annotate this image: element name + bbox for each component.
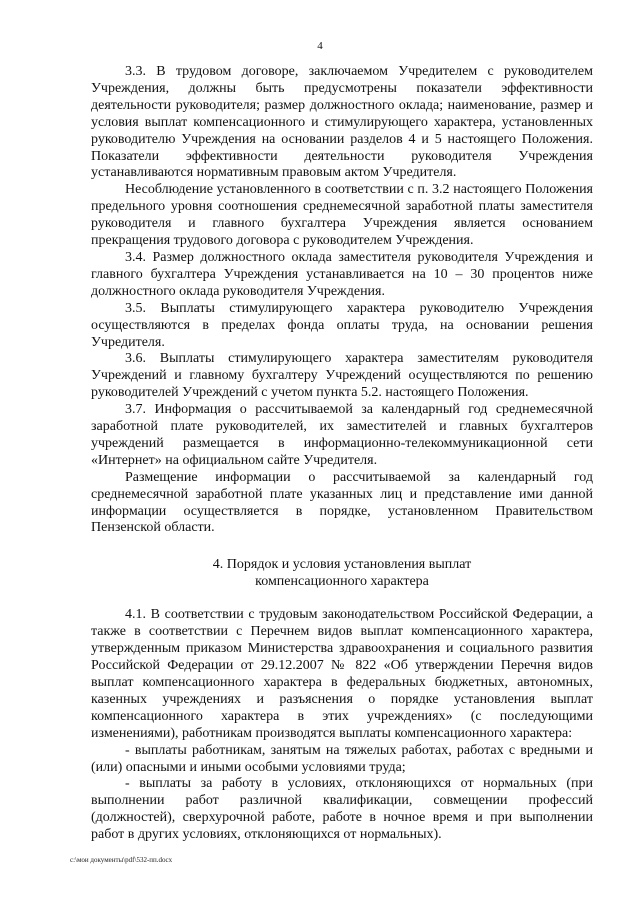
section-4-title-line-2: компенсационного характера [255,574,429,590]
paragraph-3-5: 3.5. Выплаты стимулирующего характера руководителю Учреждения осуществляются в пределах фонда оплаты труда, на основании решения Учредителя. [91,300,593,350]
paragraph-3-3: 3.3. В трудовом договоре, заключаемом Учредителем с руководителем Учреждения, должны быть предусмотрены показатели эффективности деятельности руководителя; размер должностного оклада; наименование, размер и условия выплат компенсационного и стимулирующего характера, установленных руководителю Учреждения на основании разделов 4 и 5 настоящего Положения. Показатели эффективности деятельности руководителя Учреждения устанавливаются нормативным правовым актом Учредителя. [91,64,593,181]
footer-file-path: c:\мои документы\pdf\532-пп.docx [70,856,173,864]
document-body [91,64,593,844]
list-item-harmful-conditions: - выплаты работникам, занятым на тяжелых работах, работах с вредными и (или) опасными и иными особыми условиями труда; [91,742,593,775]
page-number: 4 [317,40,323,52]
paragraph-3-7: 3.7. Информация о рассчитываемой за календарный год среднемесячной заработной плате руководителей, их заместителей и главных бухгалтеров учреждений размещается в информационно-телекоммуникационной сети «Интернет» на официальном сайте Учредителя. [91,402,593,468]
paragraph-3-6: 3.6. Выплаты стимулирующего характера заместителям руководителя Учреждений и главному бухгалтеру Учреждений осуществляются по решению руководителей Учреждений с учетом пункта 5.2. настоящего Положения. [91,351,593,401]
paragraph-4-1: 4.1. В соответствии с трудовым законодательством Российской Федерации, а также в соответствии с Перечнем видов выплат компенсационного характера, утвержденным приказом Министерства здравоохранения и социального развития Российской Федерации от 29.12.2007 № 822 «Об утверждении Перечня видов выплат компенсационного характера в федеральных бюджетных, автономных, казенных учреждениях и разъяснения о порядке установления выплат компенсационного характера в этих учреждениях» (с последующими изменениями), работникам производятся выплаты компенсационного характера: [91,607,593,741]
section-4-title [91,556,593,590]
paragraph-3-7-note: Размещение информации о рассчитываемой за календарный год среднемесячной заработной плате указанных лиц и представление ими данной информации осуществляется в порядке, установленном Правительством Пензенской области. [91,469,593,536]
paragraph-3-4: 3.4. Размер должностного оклада заместителя руководителя Учреждения и главного бухгалтера Учреждения устанавливается на 10 – 30 процентов ниже должностного оклада руководителя Учреждения. [91,249,593,299]
list-item-abnormal-conditions: - выплаты за работу в условиях, отклоняющихся от нормальных (при выполнении работ различной квалификации, совмещении профессий (должностей), сверхурочной работе, работе в ночное время и при выполнении работ в других условиях, отклоняющихся от нормальных). [91,776,593,843]
paragraph-3-3-note: Несоблюдение установленного в соответствии с п. 3.2 настоящего Положения предельного уровня соотношения среднемесячной заработной платы заместителя руководителя и главного бухгалтера Учреждения является основанием прекращения трудового договора с руководителем Учреждения. [91,182,593,249]
section-4-title-line-1: 4. Порядок и условия установления выплат [212,557,472,573]
